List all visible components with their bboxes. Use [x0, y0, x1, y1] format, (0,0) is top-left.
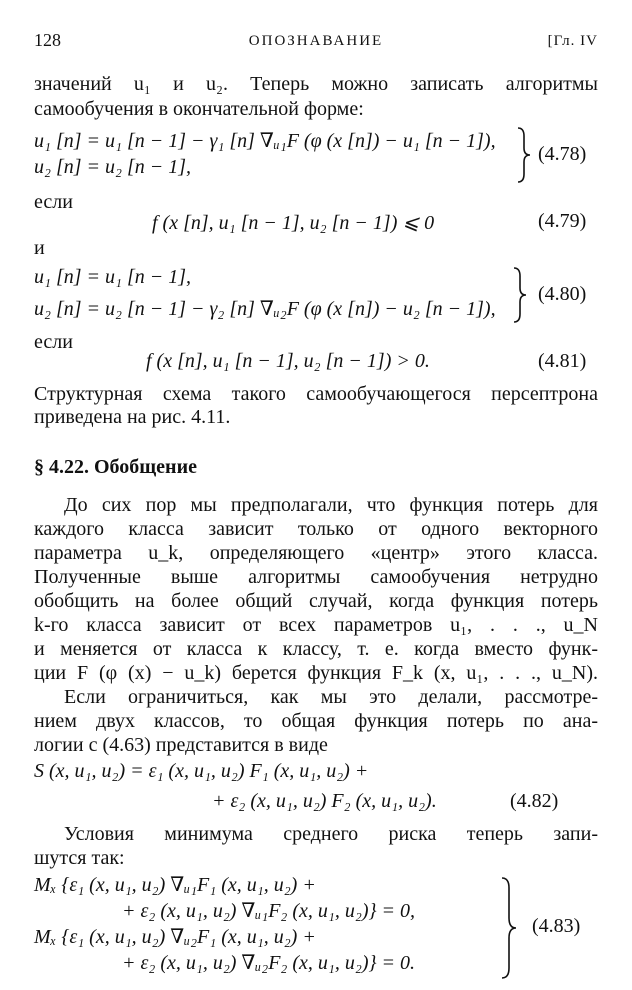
- equation-line: + ε₂ (x, u₁, u₂) ∇ᵤ₂F₂ (x, u₁, u₂)} = 0.: [122, 952, 415, 974]
- equation-line: u₂ [n] = u₂ [n − 1] − γ₂ [n] ∇ᵤ₂F (φ (x [n]) − u₂ [n − 1]),: [34, 298, 496, 320]
- equation-line: u₁ [n] = u₁ [n − 1] − γ₁ [n] ∇ᵤ₁F (φ (x [n]) − u₁ [n − 1]),: [34, 130, 496, 152]
- right-brace: [498, 876, 520, 980]
- text-line: шутся так:: [34, 847, 125, 869]
- text-line: Структурная схема такого самообучающегося персептрона: [34, 383, 598, 405]
- equation-number: (4.79): [538, 210, 587, 232]
- text-line: самообучения в окончательной форме:: [34, 98, 364, 120]
- equation-line: + ε₂ (x, u₁, u₂) F₂ (x, u₁, u₂).: [212, 790, 437, 812]
- section-heading: § 4.22. Обобщение: [34, 456, 197, 478]
- text-line: ции F (φ (x) − u_k) берется функция F_k (x, u₁, . . ., u_N).: [34, 662, 598, 684]
- text-line: приведена на рис. 4.11.: [34, 406, 231, 428]
- text-line: и: [34, 237, 45, 259]
- text-line: значений u₁ и u₂. Теперь можно записать алгоритмы: [34, 73, 598, 95]
- equation-number: (4.81): [538, 350, 587, 372]
- text-line: параметра u_k, определяющего «центр» этого класса.: [34, 542, 598, 564]
- text-line: и меняется от класса к классу, т. е. когда вместо функ-: [34, 638, 598, 660]
- page-number: 128: [34, 30, 61, 50]
- text-line: если: [34, 191, 73, 213]
- text-line: Полученные выше алгоритмы самообучения нетрудно: [34, 566, 598, 588]
- text-line: каждого класса зависит только от одного векторного: [34, 518, 598, 540]
- equation-line: + ε₂ (x, u₁, u₂) ∇ᵤ₁F₂ (x, u₁, u₂)} = 0,: [122, 900, 415, 922]
- equation-number: (4.82): [510, 790, 559, 812]
- equation-number: (4.83): [532, 915, 581, 937]
- equation-line: u₂ [n] = u₂ [n − 1],: [34, 156, 192, 178]
- right-brace: [514, 126, 534, 184]
- text-line: k-го класса зависит от всех параметров u₁, . . ., u_N: [34, 614, 598, 636]
- text-line: логии с (4.63) представится в виде: [34, 734, 328, 756]
- equation-number: (4.78): [538, 143, 587, 165]
- equation-number: (4.80): [538, 283, 587, 305]
- equation-line: Mₓ {ε₁ (x, u₁, u₂) ∇ᵤ₁F₁ (x, u₁, u₂) +: [34, 874, 316, 896]
- running-title: ОПОЗНАВАНИЕ: [248, 33, 384, 49]
- text-line: нием двух классов, то общая функция потерь по ана-: [34, 710, 598, 732]
- right-brace: [510, 266, 530, 324]
- equation-line: f (x [n], u₁ [n − 1], u₂ [n − 1]) > 0.: [146, 350, 430, 372]
- text-line: Если ограничиться, как мы это делали, рассмотре-: [64, 686, 598, 708]
- chapter-marker: [Гл. IV: [547, 33, 598, 49]
- equation-line: Mₓ {ε₁ (x, u₁, u₂) ∇ᵤ₂F₁ (x, u₁, u₂) +: [34, 926, 316, 948]
- text-line: обобщить на более общий случай, когда функция потерь: [34, 590, 598, 612]
- text-line: До сих пор мы предполагали, что функция потерь для: [64, 494, 598, 516]
- text-line: Условия минимума среднего риска теперь запи-: [64, 823, 598, 845]
- equation-line: S (x, u₁, u₂) = ε₁ (x, u₁, u₂) F₁ (x, u₁, u₂) +: [34, 760, 369, 782]
- equation-line: u₁ [n] = u₁ [n − 1],: [34, 266, 192, 288]
- equation-line: f (x [n], u₁ [n − 1], u₂ [n − 1]) ⩽ 0: [152, 212, 435, 234]
- text-line: если: [34, 331, 73, 353]
